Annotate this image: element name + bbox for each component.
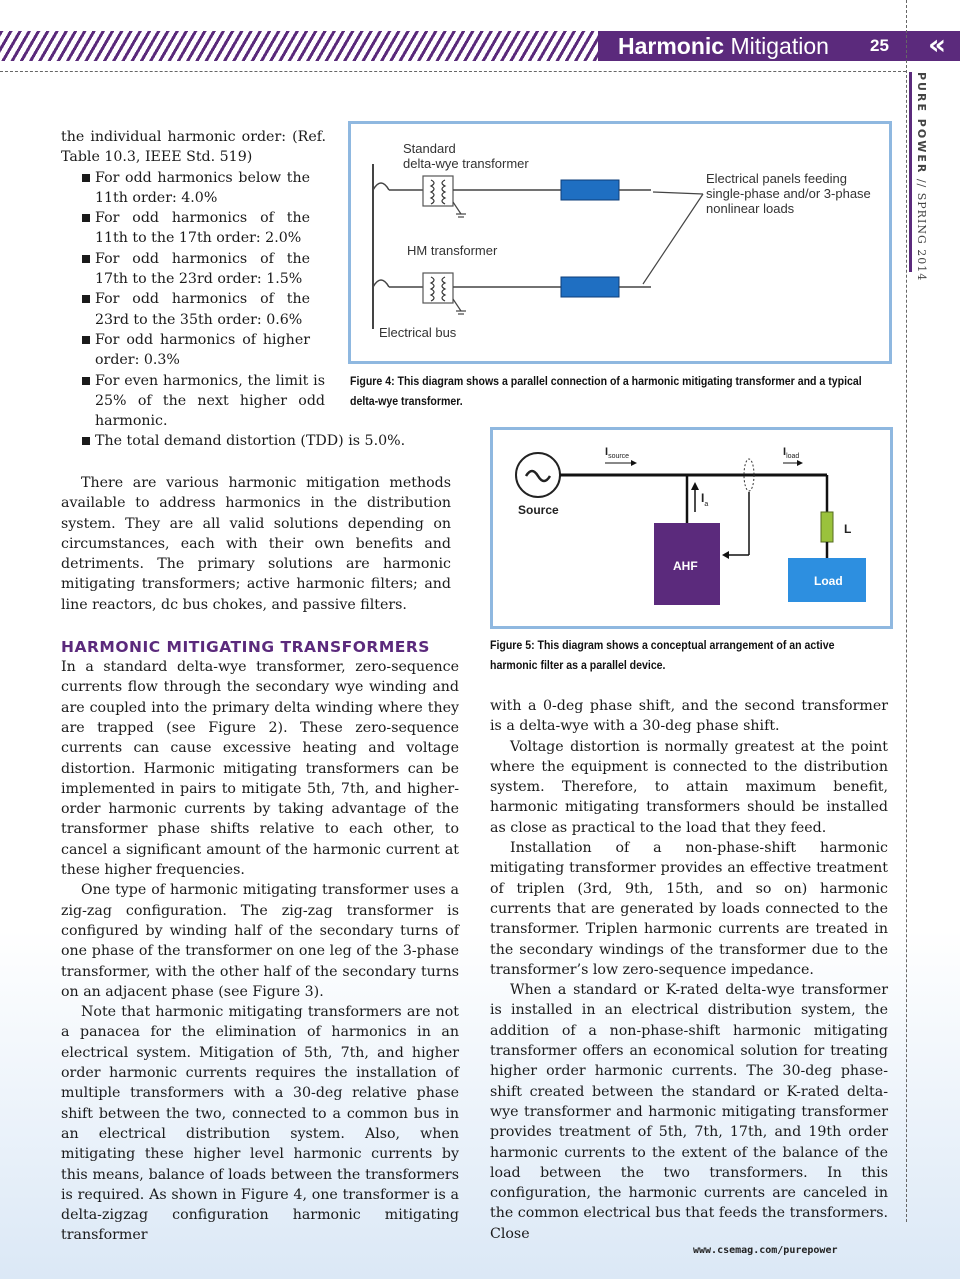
ia-arrowhead-icon: [691, 482, 699, 490]
label-source: Source: [518, 503, 559, 517]
figure-5-caption: Figure 5: This diagram shows a conceptual arrangement of an active harmonic filter as a parallel device.: [490, 638, 835, 672]
figure-4-diagram: [348, 121, 892, 364]
figure-4-caption: Figure 4: This diagram shows a parallel connection of a harmonic mitigating transformer and a typical delta-wye transformer.: [350, 374, 862, 408]
list-item: For even harmonics, the limit is 25% of the next higher odd harmonic.: [61, 371, 325, 432]
label-panels-line2: single-phase and/or 3-phase: [706, 186, 871, 201]
section-heading: HARMONIC MITIGATING TRANSFORMERS: [61, 638, 430, 657]
label-ia: [701, 491, 708, 508]
methods-paragraph: There are various harmonic mitigation methods available to address harmonics in the distribution system. They are all valid solutions depending on circumstances, each with their own benefits and detriments. The primary solutions are harmonic mitigating transformers; active harmonic filters; and line reactors, dc bus chokes, and passive filters.: [61, 475, 451, 613]
electrical-panel-2: [561, 277, 619, 297]
margin-divider: [906, 0, 907, 1222]
label-iload-main: I: [783, 446, 787, 458]
header-title: [618, 32, 829, 60]
issue-label: // SPRING 2014: [915, 174, 928, 282]
right-column-body: [490, 696, 888, 1244]
label-load: Load: [814, 574, 843, 588]
label-electrical-bus: Electrical bus: [379, 325, 457, 340]
body-paragraph: One type of harmonic mitigating transformer uses a zig-zag configuration. The zig-zag transformer is configured by winding half of the secondary turns of one phase of the transformer on one leg of the 3-phase transformer, with the other half of the secondary turns on an adjacent phase (see Figure 3).: [61, 882, 459, 1000]
header-title-light: Mitigation: [730, 33, 829, 59]
label-ia-main: I: [701, 491, 705, 505]
header-divider: [0, 71, 906, 72]
chevron-left-icon[interactable]: «: [908, 31, 960, 61]
label-inductor: L: [844, 522, 852, 536]
body-paragraph: In a standard delta-wye transformer, zero-sequence currents flow through the secondary wye winding and are coupled into the primary delta winding where they are trapped (see Figure 2). These zero-sequence currents can cause excessive heating and voltage distortion. Harmonic mitigating transformers can be implemented in pairs to mitigate 5th, 7th, and higher-order harmonic currents by taking advantage of the transformer phase shifts relative to each other, to cancel a significant amount of the harmonic current at these higher frequencies.: [61, 659, 459, 879]
list-item: The total demand distortion (TDD) is 5.0%.: [61, 431, 455, 451]
list-item: For odd harmonics of the 17th to the 23rd order: 1.5%: [61, 249, 310, 290]
body-paragraph: Installation of a non-phase-shift harmonic mitigating transformer provides an effective treatment of triplen (3rd, 9th, 15th, and so on) harmonic currents that are generated by loads connected to the transformer. Triplen harmonic currents are treated in the secondary windings of the transformer due to the transformer’s low zero-sequence impedance.: [490, 840, 888, 978]
label-standard: Standard: [403, 141, 456, 156]
label-panels-line3: nonlinear loads: [706, 201, 795, 216]
label-iload: [783, 446, 799, 460]
body-paragraph: When a standard or K-rated delta-wye transformer is installed in an electrical distribution system, the addition of a non-phase-shift harmonic mitigating transformer offers an economical solution for treating higher order harmonic currents. The 30-deg phase-shift created between the standard or K-rated delta-wye transformer and harmonic mitigating transformer provides treatment of 5th, 7th, 17th, and 19th order harmonic currents to the extent of the balance of the load between the two transformers. In this configuration, the harmonic currents are canceled in the common electrical bus that feeds the transformers. Close: [490, 982, 888, 1242]
label-panels-line1: Electrical panels feeding: [706, 171, 847, 186]
intro-text: the individual harmonic order: (Ref. Table 10.3, IEEE Std. 519): [61, 129, 326, 166]
electrical-panel-1: [561, 180, 619, 200]
breaker-symbol: [373, 183, 389, 190]
label-isource-main: I: [605, 446, 609, 458]
pointer-line: [653, 192, 703, 194]
isource-arrowhead-icon: [631, 460, 637, 466]
inductor-icon: [821, 512, 833, 542]
figure-5-diagram: [490, 427, 893, 629]
pointer-line: [643, 194, 703, 284]
body-paragraph: Note that harmonic mitigating transformers are not a panacea for the elimination of harmonics in an electrical system. Mitigation of 5th, 7th, and higher order harmonic currents requires the installation of multiple transformers with a 30-deg relative phase shift between the two, connected to a common bus in an electrical distribution system. Also, when mitigating these higher level harmonic currents by this means, balance of loads between the transformers is required. As shown in Figure 4, one transformer is a delta-zigzag configuration harmonic mitigating transformer: [61, 1004, 459, 1244]
figure-4-svg: [351, 124, 889, 361]
body-paragraph: Voltage distortion is normally greatest at the point where the equipment is connected to the distribution system. Therefore, to attain maximum benefit, harmonic mitigating transformers should be installed as close as practical to the load that they feed.: [490, 738, 888, 836]
left-column-body: [61, 473, 459, 1246]
iload-arrowhead-icon: [797, 460, 803, 466]
label-ahf: AHF: [673, 559, 698, 573]
magazine-name: PURE POWER: [915, 72, 928, 175]
hm-transformer-icon: [423, 273, 466, 314]
label-ia-sub: a: [704, 501, 709, 508]
label-standard-type: delta-wye transformer: [403, 156, 529, 171]
sensor-arrowhead-icon: [722, 551, 729, 559]
figure-5-svg: [493, 430, 890, 626]
header-title-bold: Harmonic: [618, 33, 725, 59]
list-item: For odd harmonics of the 23rd to the 35th order: 0.6%: [61, 289, 310, 330]
list-item: For odd harmonics of higher order: 0.3%: [61, 330, 310, 371]
body-paragraph: with a 0-deg phase shift, and the second transformer is a delta-wye with a 30-deg phase shift.: [490, 698, 888, 735]
page-number: 25: [870, 36, 889, 55]
label-isource-sub: source: [608, 453, 630, 460]
footer-url[interactable]: www.csemag.com/purepower: [693, 1245, 838, 1256]
side-issue-label: [912, 72, 928, 282]
breaker-symbol: [373, 280, 389, 287]
list-item: For odd harmonics below the 11th order: 4.0%: [61, 168, 310, 209]
label-iload-sub: load: [786, 453, 800, 460]
label-hm-transformer: HM transformer: [407, 243, 498, 258]
list-item: For odd harmonics of the 11th to the 17th order: 2.0%: [61, 208, 310, 249]
label-isource: [605, 446, 629, 460]
standard-transformer-icon: [423, 176, 466, 217]
